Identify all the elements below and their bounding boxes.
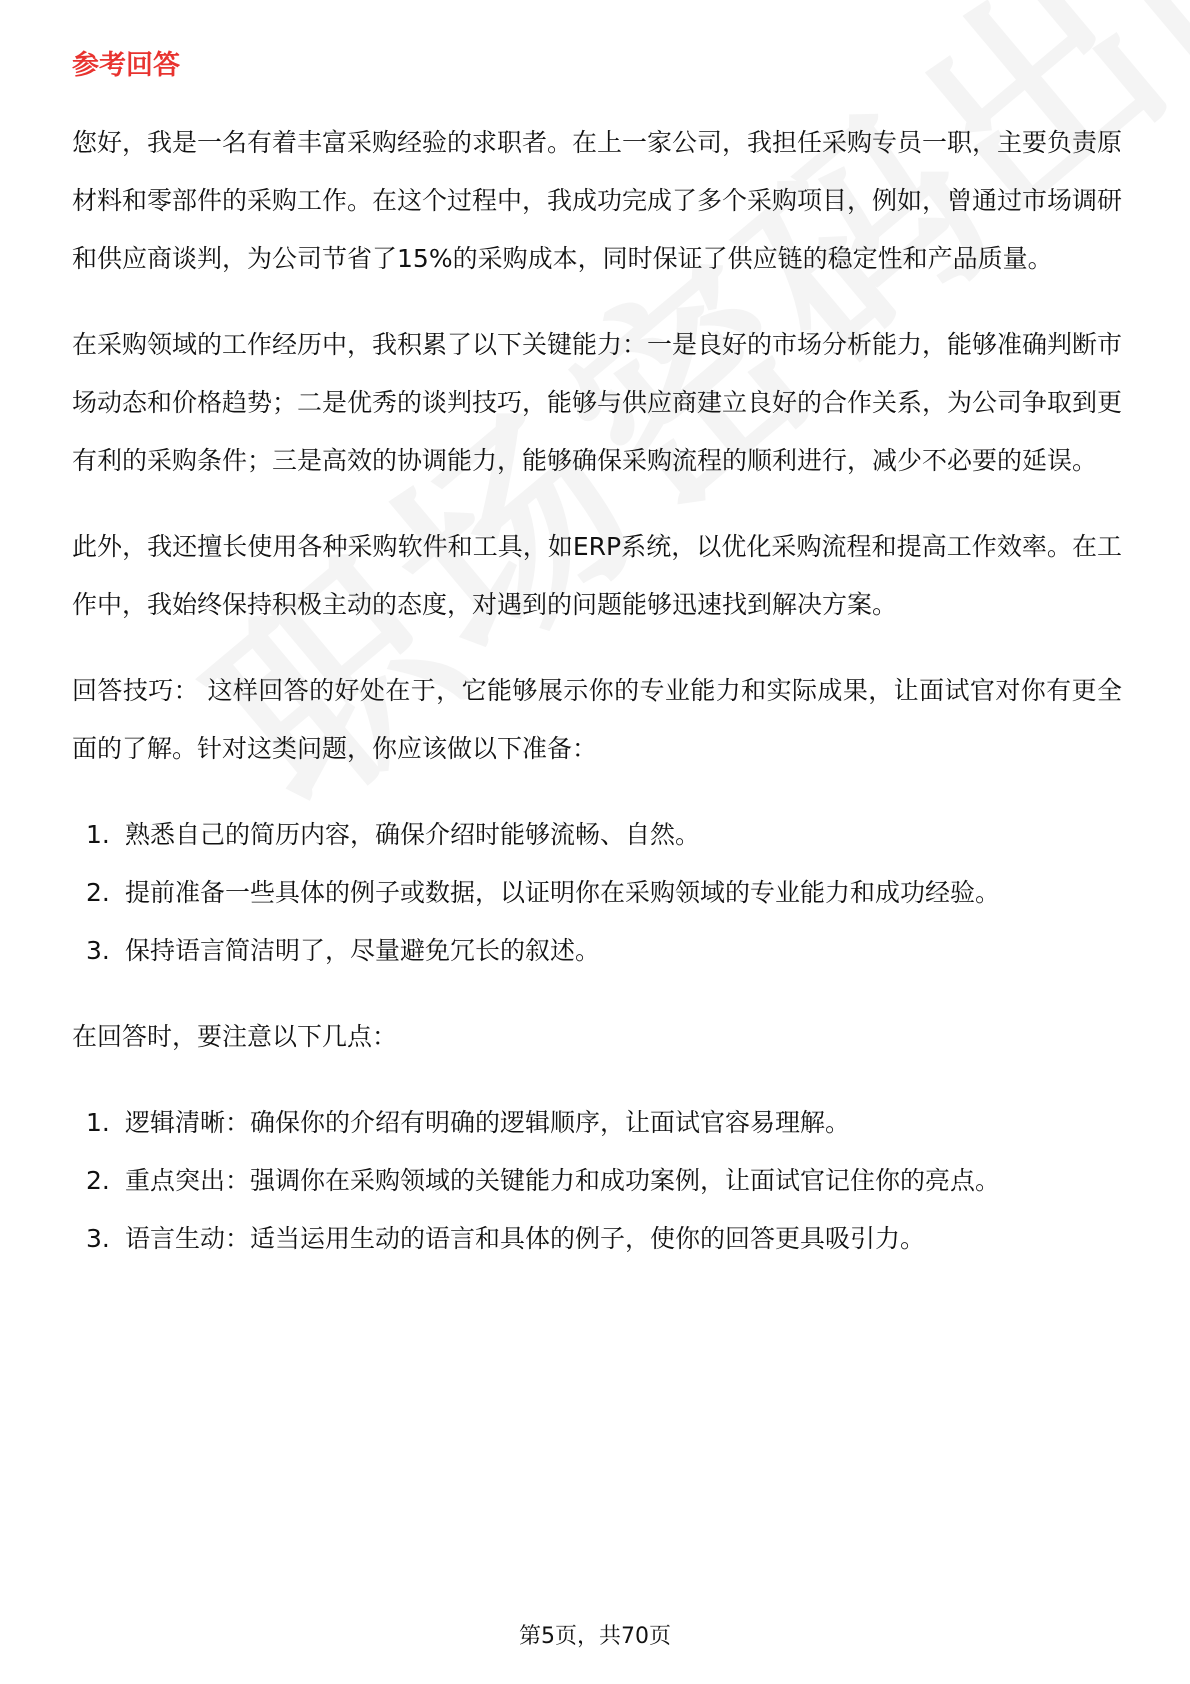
section-title: 参考回答 <box>72 50 180 81</box>
list-number: 1. <box>86 820 110 849</box>
list-number: 1. <box>86 1108 110 1137</box>
list-item-text: 熟悉自己的简历内容，确保介绍时能够流畅、自然。 <box>125 820 701 849</box>
notes-list <box>72 1094 1122 1268</box>
list-item <box>72 1152 1122 1210</box>
page-footer: 第5页，共70页 <box>519 1624 671 1649</box>
list-item-text: 保持语言简洁明了，尽量避免冗长的叙述。 <box>125 936 601 965</box>
paragraph-intro: 您好，我是一名有着丰富采购经验的求职者。在上一家公司，我担任采购专员一职，主要负责原材料和零部件的采购工作。在这个过程中，我成功完成了多个采购项目，例如，曾通过市场调研和供应商谈判，为公司节省了15%的采购成本，同时保证了供应链的稳定性和产品质量。 <box>72 128 1123 273</box>
list-item-text: 逻辑清晰：确保你的介绍有明确的逻辑顺序，让面试官容易理解。 <box>125 1108 851 1137</box>
list-item <box>72 1094 1122 1152</box>
list-number: 3. <box>86 1224 110 1253</box>
list-item-text: 提前准备一些具体的例子或数据，以证明你在采购领域的专业能力和成功经验。 <box>125 878 1001 907</box>
paragraph-tips: 回答技巧： 这样回答的好处在于，它能够展示你的专业能力和实际成果，让面试官对你有更全面的了解。针对这类问题，你应该做以下准备： <box>72 676 1122 763</box>
paragraph-tools: 此外，我还擅长使用各种采购软件和工具，如ERP系统，以优化采购流程和提高工作效率。在工作中，我始终保持积极主动的态度，对遇到的问题能够迅速找到解决方案。 <box>72 532 1122 619</box>
list-item <box>72 806 1122 864</box>
list-number: 2. <box>86 1166 110 1195</box>
list-item <box>72 1210 1122 1268</box>
list-item <box>72 922 1122 980</box>
list-number: 3. <box>86 936 110 965</box>
list-item-text: 重点突出：强调你在采购领域的关键能力和成功案例，让面试官记住你的亮点。 <box>125 1166 1001 1195</box>
list-number: 2. <box>86 878 110 907</box>
list-item-text: 语言生动：适当运用生动的语言和具体的例子，使你的回答更具吸引力。 <box>125 1224 926 1253</box>
content-area <box>72 46 1122 1296</box>
prep-list <box>72 806 1122 980</box>
list-item <box>72 864 1122 922</box>
paragraph-notes-intro: 在回答时，要注意以下几点： <box>72 1022 398 1051</box>
paragraph-abilities: 在采购领域的工作经历中，我积累了以下关键能力：一是良好的市场分析能力，能够准确判断市场动态和价格趋势；二是优秀的谈判技巧，能够与供应商建立良好的合作关系，为公司争取到更有利的采购条件；三是高效的协调能力，能够确保采购流程的顺利进行，减少不必要的延误。 <box>72 330 1123 475</box>
